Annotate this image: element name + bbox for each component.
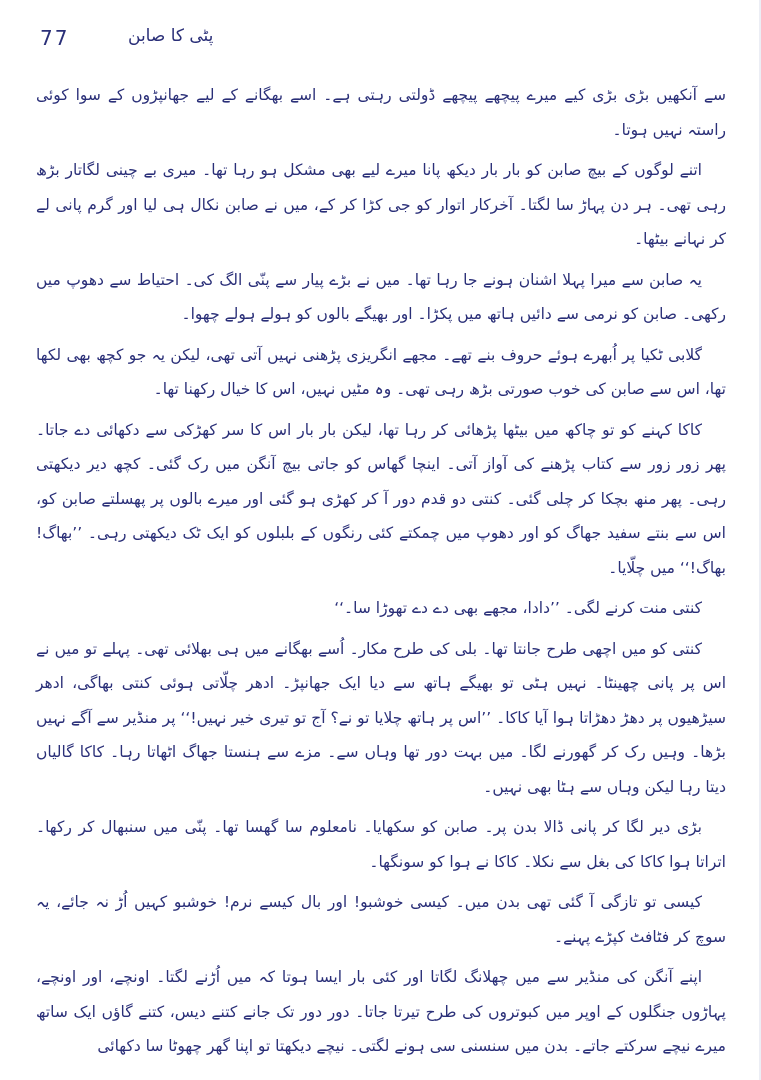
paragraph: کنتی منت کرنے لگی۔ ’’دادا، مجھے بھی دے دے تھوڑا سا۔‘‘ (334, 599, 702, 617)
paragraph: بڑی دیر لگا کر پانی ڈالا بدن پر۔ صابن کو سکھایا۔ نامعلوم سا گھسا تھا۔ پنّی میں سنبھال کر رکھا۔ اتراتا ہوا کاکا کی بغل سے نکلا۔ کاکا نے ہوا کو سونگھا۔ (36, 818, 726, 871)
paragraph: اپنے آنگن کی منڈیر سے میں چھلانگ لگاتا اور کئی بار ایسا ہوتا کہ میں اُڑنے لگتا۔ اونچے، اور اونچے، پہاڑوں جنگلوں کے اوپر میں کبوتروں کی طرح تیرتا جاتا۔ دور دور تک جانے کتنے دیس، کتنے گاؤں ایک ساتھ میرے نیچے سرکتے جاتے۔ بدن میں سنسنی سی ہونے لگتی۔ نیچے دیکھتا تو اپنا گھر چھوٹا سا دکھائی (36, 968, 726, 1055)
body-text (36, 78, 726, 1068)
paragraph: اتنے لوگوں کے بیچ صابن کو بار بار دیکھ پانا میرے لیے بھی مشکل ہو رہا تھا۔ میری بے چینی لگاتار بڑھ رہی تھی۔ ہر دن پہاڑ سا لگتا۔ آخرکار اتوار کو جی کڑا کر کے، میں نے صابن نکال ہی لیا اور گرم پانی لے کر نہانے بیٹھا۔ (36, 161, 726, 248)
paragraph: کنتی کو میں اچھی طرح جانتا تھا۔ بلی کی طرح مکار۔ اُسے بھگانے میں ہی بھلائی تھی۔ پہلے تو میں نے اس پر پانی چھینٹا۔ نہیں ہٹی تو بھیگے ہاتھ سے دیا ایک جھانپڑ۔ ادھر چلّاتی ہوئی کنتی بھاگی، ادھر سیڑھیوں پر دھڑ دھڑاتا ہوا آیا کاکا۔ ’’اس پر ہاتھ چلایا تو نے؟ آج تو تیری خیر نہیں!‘‘ پر منڈیر سے آگے نہیں بڑھا۔ وہیں رک کر گھورنے لگا۔ میں بہت دور تھا وہاں سے۔ مزے سے ہنستا جھاگ اٹھاتا رہا۔ کاکا گالیاں دیتا رہا لیکن وہاں سے ہٹا بھی نہیں۔ (36, 639, 726, 796)
paragraph: سے آنکھیں بڑی بڑی کیے میرے پیچھے پیچھے ڈولتی رہتی ہے۔ اسے بھگانے کے لیے جھانپڑوں کے سوا کوئی راستہ نہیں ہوتا۔ (36, 86, 726, 139)
paragraph: یہ صابن سے میرا پہلا اشنان ہونے جا رہا تھا۔ میں نے بڑے پیار سے پنّی الگ کی۔ احتیاط سے دھوپ میں رکھی۔ صابن کو نرمی سے دائیں ہاتھ میں پکڑا۔ اور بھیگے بالوں کو ہولے ہولے چھوا۔ (36, 270, 726, 323)
paragraph: کیسی تو تازگی آ گئی تھی بدن میں۔ کیسی خوشبو! اور بال کیسے نرم! خوشبو کہیں اُڑ نہ جائے، یہ سوچ کر فٹافٹ کپڑے پہنے۔ (36, 893, 726, 946)
page-number: 77 (40, 26, 70, 50)
running-title: پٹی کا صابن (128, 26, 214, 46)
paragraph: کاکا کہنے کو تو چاکھ میں بیٹھا پڑھائی کر رہا تھا، لیکن بار بار اس کا سر کھڑکی سے دکھائی دے جاتا۔ پھر زور زور سے کتاب پڑھنے کی آواز آتی۔ اینچا گھاس کو جاتی بیچ آنگن میں رک گئی۔ کچھ دیر دیکھتی رہی۔ پھر منھ بچکا کر چلی گئی۔ کنتی دو قدم دور آ کر کھڑی ہو گئی اور میرے بالوں پر پھسلتے صابن کو، اس سے بنتے سفید جھاگ کو اور دھوپ میں چمکتے کئی رنگوں کے بلبلوں کو ایک ٹک دیکھتی رہی۔ ’’بھاگ! بھاگ!‘‘ میں چلّایا۔ (36, 420, 726, 577)
paragraph: گلابی ٹکیا پر اُبھرے ہوئے حروف بنے تھے۔ مجھے انگریزی پڑھنی نہیں آتی تھی، لیکن یہ جو کچھ بھی لکھا تھا، اس سے صابن کی خوب صورتی بڑھ رہی تھی۔ وہ مٹیں نہیں، اس کا خیال رکھنا تھا۔ (36, 345, 726, 398)
page-header (0, 22, 761, 62)
